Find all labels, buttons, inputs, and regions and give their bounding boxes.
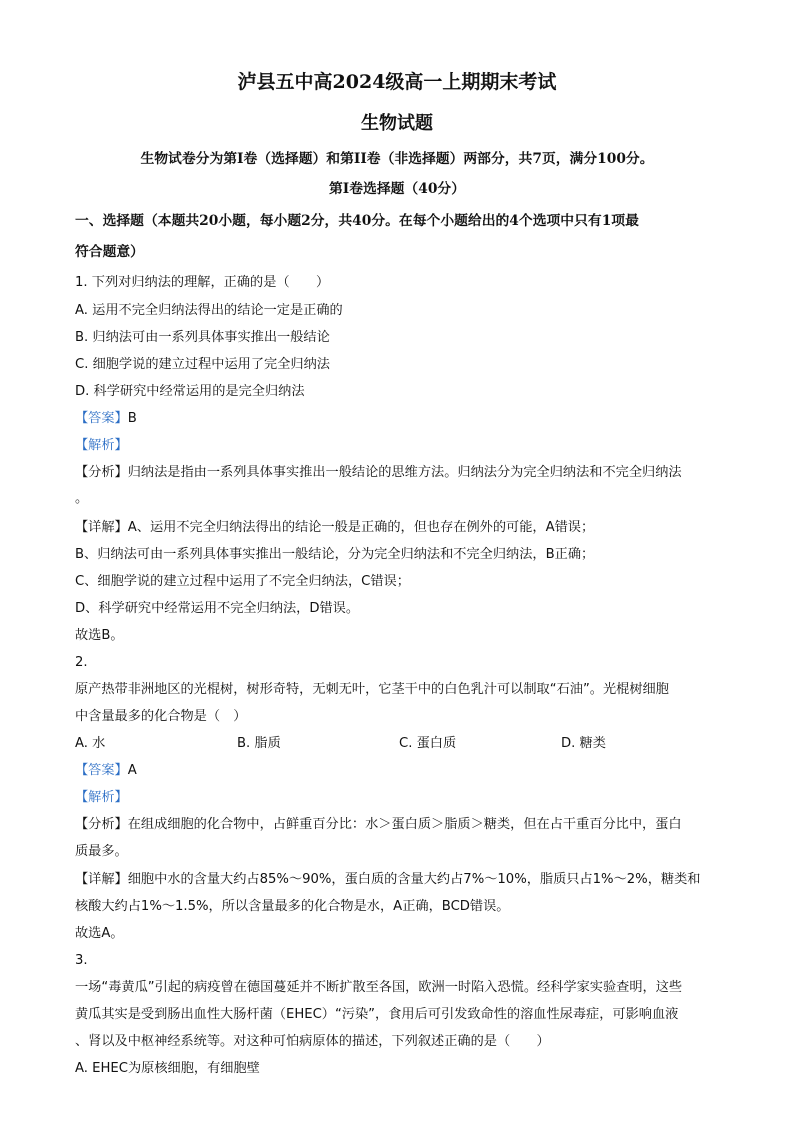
exam-title: 泸县五中高2024级高一上期期末考试	[237, 71, 557, 93]
q2-fenxi-line1	[75, 816, 682, 834]
q2-fenxi-line2: 质最多。	[75, 844, 128, 859]
part1-heading: 第I卷选择题（40分）	[328, 181, 466, 197]
q3-option-a: A. EHEC为原核细胞，有细胞壁	[75, 1061, 260, 1076]
q1-fenxi-line	[75, 464, 682, 482]
q1-xiangjie-line2: B、归纳法可由一系列具体事实推出一般结论，分为完全归纳法和不完全归纳法，B正确；	[75, 547, 595, 562]
section-heading-line1: 一、选择题（本题共20小题，每小题2分，共40分。在每个小题给出的4个选项中只有1项最	[75, 213, 639, 229]
q2-xiangjie-line2: 核酸大约占1%～1.5%，所以含量最多的化合物是水，A正确，BCD错误。	[75, 899, 510, 914]
q1-fenxi-end: 。	[75, 491, 89, 506]
q1-answer-line	[75, 410, 137, 428]
q2-fenxi1: 在组成细胞的化合物中，占鲜重百分比：水＞蛋白质＞脂质＞糖类，但在占干重百分比中，蛋白	[127, 817, 682, 832]
answer-tag: 【答案】	[75, 763, 128, 778]
q1-xiangjie-line1	[75, 519, 594, 537]
subject-title: 生物试题	[361, 113, 433, 134]
fenxi-tag: 【分析】	[75, 465, 128, 480]
q2-option-c: C. 蛋白质	[399, 736, 457, 751]
xiangjie-tag: 【详解】	[75, 520, 128, 535]
q2-option-b: B. 脂质	[237, 736, 281, 751]
q3-stem-line3: 、肾以及中枢神经系统等。对这种可怕病原体的描述，下列叙述正确的是（ ）	[75, 1034, 550, 1049]
q2-stem-line1: 原产热带非洲地区的光棍树，树形奇特，无刺无叶，它茎干中的白色乳汁可以制取“石油”。光棍树细胞	[75, 682, 669, 697]
q1-answer: B	[127, 411, 137, 426]
q1-option-c: C. 细胞学说的建立过程中运用了完全归纳法	[75, 357, 330, 372]
q1-option-b: B. 归纳法可由一系列具体事实推出一般结论	[75, 330, 330, 345]
exam-intro: 生物试卷分为第I卷（选择题）和第II卷（非选择题）两部分，共7页，满分100分。	[140, 151, 654, 167]
q2-xj1: 细胞中水的含量大约占85%～90%，蛋白质的含量大约占7%～10%，脂质只占1%～2%，糖类和	[127, 872, 701, 887]
q3-stem-line2: 黄瓜其实是受到肠出血性大肠杆菌（EHEC）“污染”，食用后可引发致命性的溶血性尿毒症，可影响血液	[75, 1007, 679, 1022]
q1-option-a: A. 运用不完全归纳法得出的结论一定是正确的	[75, 303, 343, 318]
q3-stem-line1: 一场“毒黄瓜”引起的病疫曾在德国蔓延并不断扩散至各国，欧洲一时陷入恐慌。经科学家实验查明，这些	[75, 980, 683, 995]
section-heading-line2: 符合题意）	[75, 244, 144, 260]
xiangjie-tag: 【详解】	[75, 872, 128, 887]
q1-jiexi-tag: 【解析】	[75, 438, 128, 453]
q1-xj1: A、运用不完全归纳法得出的结论一般是正确的，但也存在例外的可能，A错误；	[127, 520, 595, 535]
q2-xiangjie-line1	[75, 871, 700, 889]
q2-answer-line	[75, 762, 137, 780]
q2-answer: A	[127, 763, 137, 778]
q2-conclusion: 故选A。	[75, 926, 124, 941]
q1-xiangjie-line3: C、细胞学说的建立过程中运用了不完全归纳法，C错误；	[75, 574, 410, 589]
answer-tag: 【答案】	[75, 411, 128, 426]
q1-conclusion: 故选B。	[75, 628, 124, 643]
q3-number: 3.	[75, 953, 88, 968]
q2-option-a: A. 水	[75, 736, 106, 751]
q1-fenxi: 归纳法是指由一系列具体事实推出一般结论的思维方法。归纳法分为完全归纳法和不完全归纳法	[127, 465, 682, 480]
q1-option-d: D. 科学研究中经常运用的是完全归纳法	[75, 384, 305, 399]
q1-xiangjie-line4: D、科学研究中经常运用不完全归纳法，D错误。	[75, 601, 360, 616]
q2-jiexi-tag: 【解析】	[75, 790, 128, 805]
q2-stem-line2: 中含量最多的化合物是（ ）	[75, 709, 247, 724]
q1-stem: 1. 下列对归纳法的理解，正确的是（ ）	[75, 275, 330, 290]
fenxi-tag: 【分析】	[75, 817, 128, 832]
q2-number: 2.	[75, 655, 88, 670]
q2-option-d: D. 糖类	[561, 736, 606, 751]
